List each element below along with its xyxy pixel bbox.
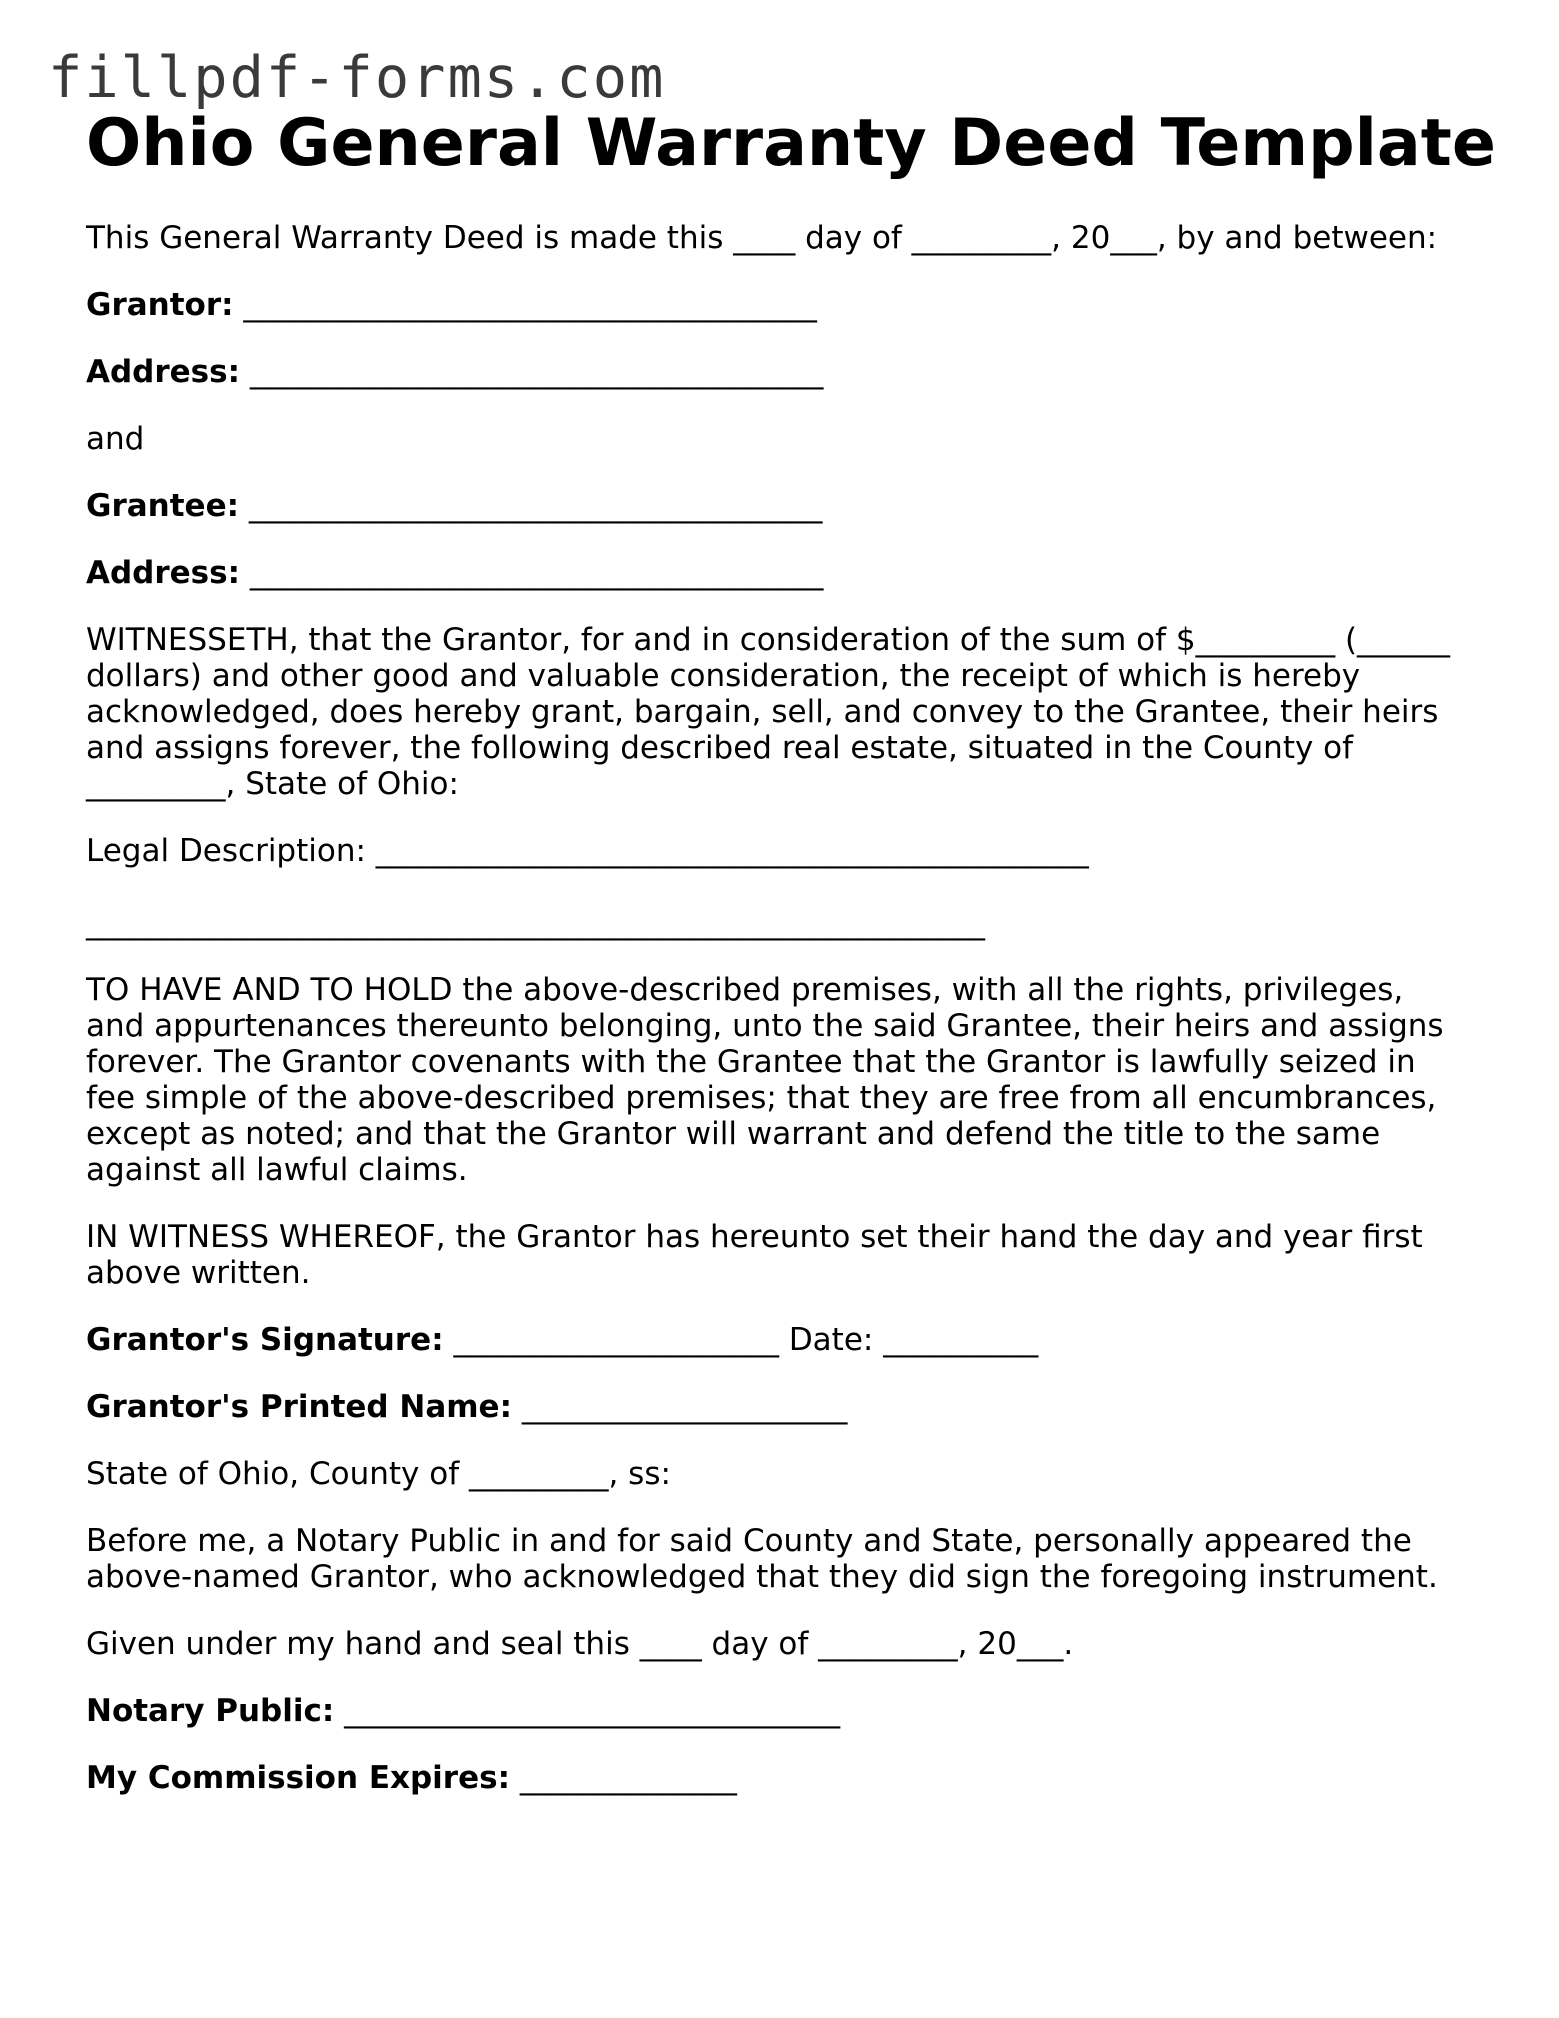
grantee-blank[interactable]: _____________________________________ <box>248 488 823 524</box>
grantor-blank[interactable]: _____________________________________ <box>243 287 817 323</box>
date-blank[interactable]: __________ <box>883 1322 1039 1358</box>
notary-public-label: Notary Public: <box>86 1693 335 1729</box>
grantor-address-blank[interactable]: _____________________________________ <box>249 354 824 390</box>
notary-public-field[interactable] <box>86 1693 1466 1729</box>
grantor-label: Grantor: <box>86 287 234 323</box>
watermark: fillpdf-forms.com <box>48 45 666 111</box>
and-text: and <box>86 421 145 457</box>
document-title: Ohio General Warranty Deed Template <box>86 106 1496 181</box>
grantee-address-label: Address: <box>86 555 240 591</box>
grantee-label: Grantee: <box>86 488 239 524</box>
given-under-line: Given under my hand and seal this ____ day of _________, 20___. <box>86 1626 1074 1662</box>
legal-description-line-2[interactable]: __________________________________________________________ <box>86 905 985 941</box>
notary-public-blank[interactable]: ________________________________ <box>344 1693 841 1729</box>
grantor-address-label: Address: <box>86 354 240 390</box>
grantor-printed-name-label: Grantor's Printed Name: <box>86 1389 512 1425</box>
grantor-field[interactable] <box>86 287 1466 323</box>
grantor-printed-name-field[interactable] <box>86 1389 1466 1425</box>
grantor-signature-label: Grantor's Signature: <box>86 1322 444 1358</box>
grantor-address-field[interactable] <box>86 354 1466 390</box>
document-body <box>86 220 1466 1827</box>
grantor-signature-blank[interactable]: _____________________ <box>453 1322 779 1358</box>
date-label: Date: <box>788 1322 874 1358</box>
witnesseth-paragraph: WITNESSETH, that the Grantor, for and in consideration of the sum of $_________ (______ dollars) and other good and valuable consideration, the receipt of which is hereby acknowledged, does hereby grant, bargain, sell, and convey to the Grantee, their heirs and assigns forever, the following described real estate, situated in the County of _________, State of Ohio: <box>86 622 1460 802</box>
intro-text: This General Warranty Deed is made this ____ day of _________, 20___, by and between: <box>86 220 1438 256</box>
legal-description-field[interactable]: Legal Description: ______________________________________________ <box>86 833 1089 869</box>
grantor-signature-field[interactable] <box>86 1322 1466 1358</box>
in-witness-paragraph: IN WITNESS WHEREOF, the Grantor has hereunto set their hand the day and year first above written. <box>86 1219 1433 1291</box>
grantee-address-field[interactable] <box>86 555 1466 591</box>
notary-statement: Before me, a Notary Public in and for said County and State, personally appeared the above-named Grantor, who acknowledged that they did sign the foregoing instrument. <box>86 1523 1438 1595</box>
commission-expires-blank[interactable]: ______________ <box>519 1760 737 1796</box>
habendum-paragraph: TO HAVE AND TO HOLD the above-described premises, with all the rights, privileges, and appurtenances thereunto belonging, unto the said Grantee, their heirs and assigns forever. The Grantor covenants with the Grantee that the Grantor is lawfully seized in fee simple of the above-described premises; that they are free from all encumbrances, except as noted; and that the Grantor will warrant and defend the title to the same against all lawful claims. <box>86 972 1454 1188</box>
grantor-printed-name-blank[interactable]: _____________________ <box>521 1389 848 1425</box>
grantee-address-blank[interactable]: _____________________________________ <box>249 555 824 591</box>
grantee-field[interactable] <box>86 488 1466 524</box>
commission-expires-label: My Commission Expires: <box>86 1760 510 1796</box>
commission-expires-field[interactable] <box>86 1760 1466 1796</box>
state-county-line: State of Ohio, County of _________, ss: <box>86 1456 671 1492</box>
